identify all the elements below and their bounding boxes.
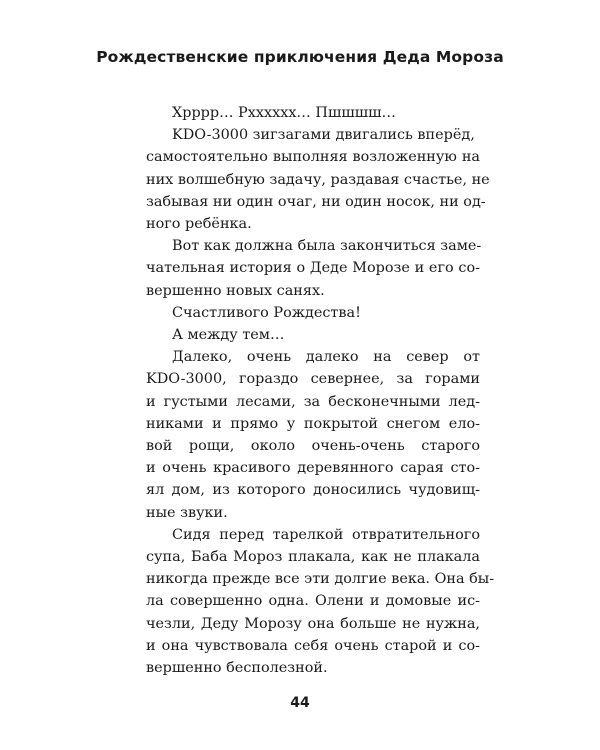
text-line: ного ребёнка. bbox=[146, 216, 252, 233]
text-line: чательная история о Деде Морозе и его со- bbox=[146, 260, 480, 277]
text-line: никогда прежде все эти долгие века. Она бы- bbox=[146, 571, 495, 588]
text-line: KDO-3000, гораздо севернее, за горами bbox=[146, 371, 480, 388]
text-line: и очень красивого деревянного сарая сто- bbox=[146, 460, 480, 477]
text-line: вершенно бесполезной. bbox=[146, 660, 328, 677]
text-line: и она чувствовала себя очень старой и со- bbox=[146, 637, 480, 654]
text-line: ял дом, из которого доносились чудовищ- bbox=[146, 482, 480, 499]
text-line: KDO-3000 зигзагами двигались вперёд, bbox=[172, 127, 475, 144]
body-text bbox=[146, 102, 495, 679]
text-line: вой рощи, около очень-очень старого bbox=[146, 438, 480, 455]
text-line: Сидя перед тарелкой отвратительного bbox=[172, 526, 480, 543]
text-line: никами и прямо у покрытой снегом ело- bbox=[146, 415, 480, 432]
text-line: вершенно новых санях. bbox=[146, 282, 325, 299]
text-line: ла совершенно одна. Олени и домовые ис- bbox=[146, 593, 480, 610]
text-line: Далеко, очень далеко на север от bbox=[172, 349, 480, 366]
text-line: них волшебную задачу, раздавая счастье, не bbox=[146, 171, 490, 188]
text-line: забывая ни один очаг, ни один носок, ни од- bbox=[146, 193, 486, 210]
text-line: самостоятельно выполняя возложенную на bbox=[146, 149, 480, 166]
text-line: супа, Баба Мороз плакала, как не плакала bbox=[146, 549, 480, 566]
text-line: и густыми лесами, за бесконечными лед- bbox=[146, 393, 480, 410]
text-line: Хрррр… Рхххххх… Пшшшш… bbox=[172, 105, 396, 121]
text-line: ные звуки. bbox=[146, 504, 228, 521]
text-line: Вот как должна была закончиться заме- bbox=[172, 238, 482, 255]
text-line: Счастливого Рождества! bbox=[172, 304, 361, 321]
page-number: 44 bbox=[290, 695, 310, 711]
text-line: чезли, Деду Морозу она больше не нужна, bbox=[146, 615, 480, 632]
text-line: А между тем… bbox=[172, 327, 285, 344]
running-head: Рождественские приключения Деда Мороза bbox=[96, 48, 504, 66]
